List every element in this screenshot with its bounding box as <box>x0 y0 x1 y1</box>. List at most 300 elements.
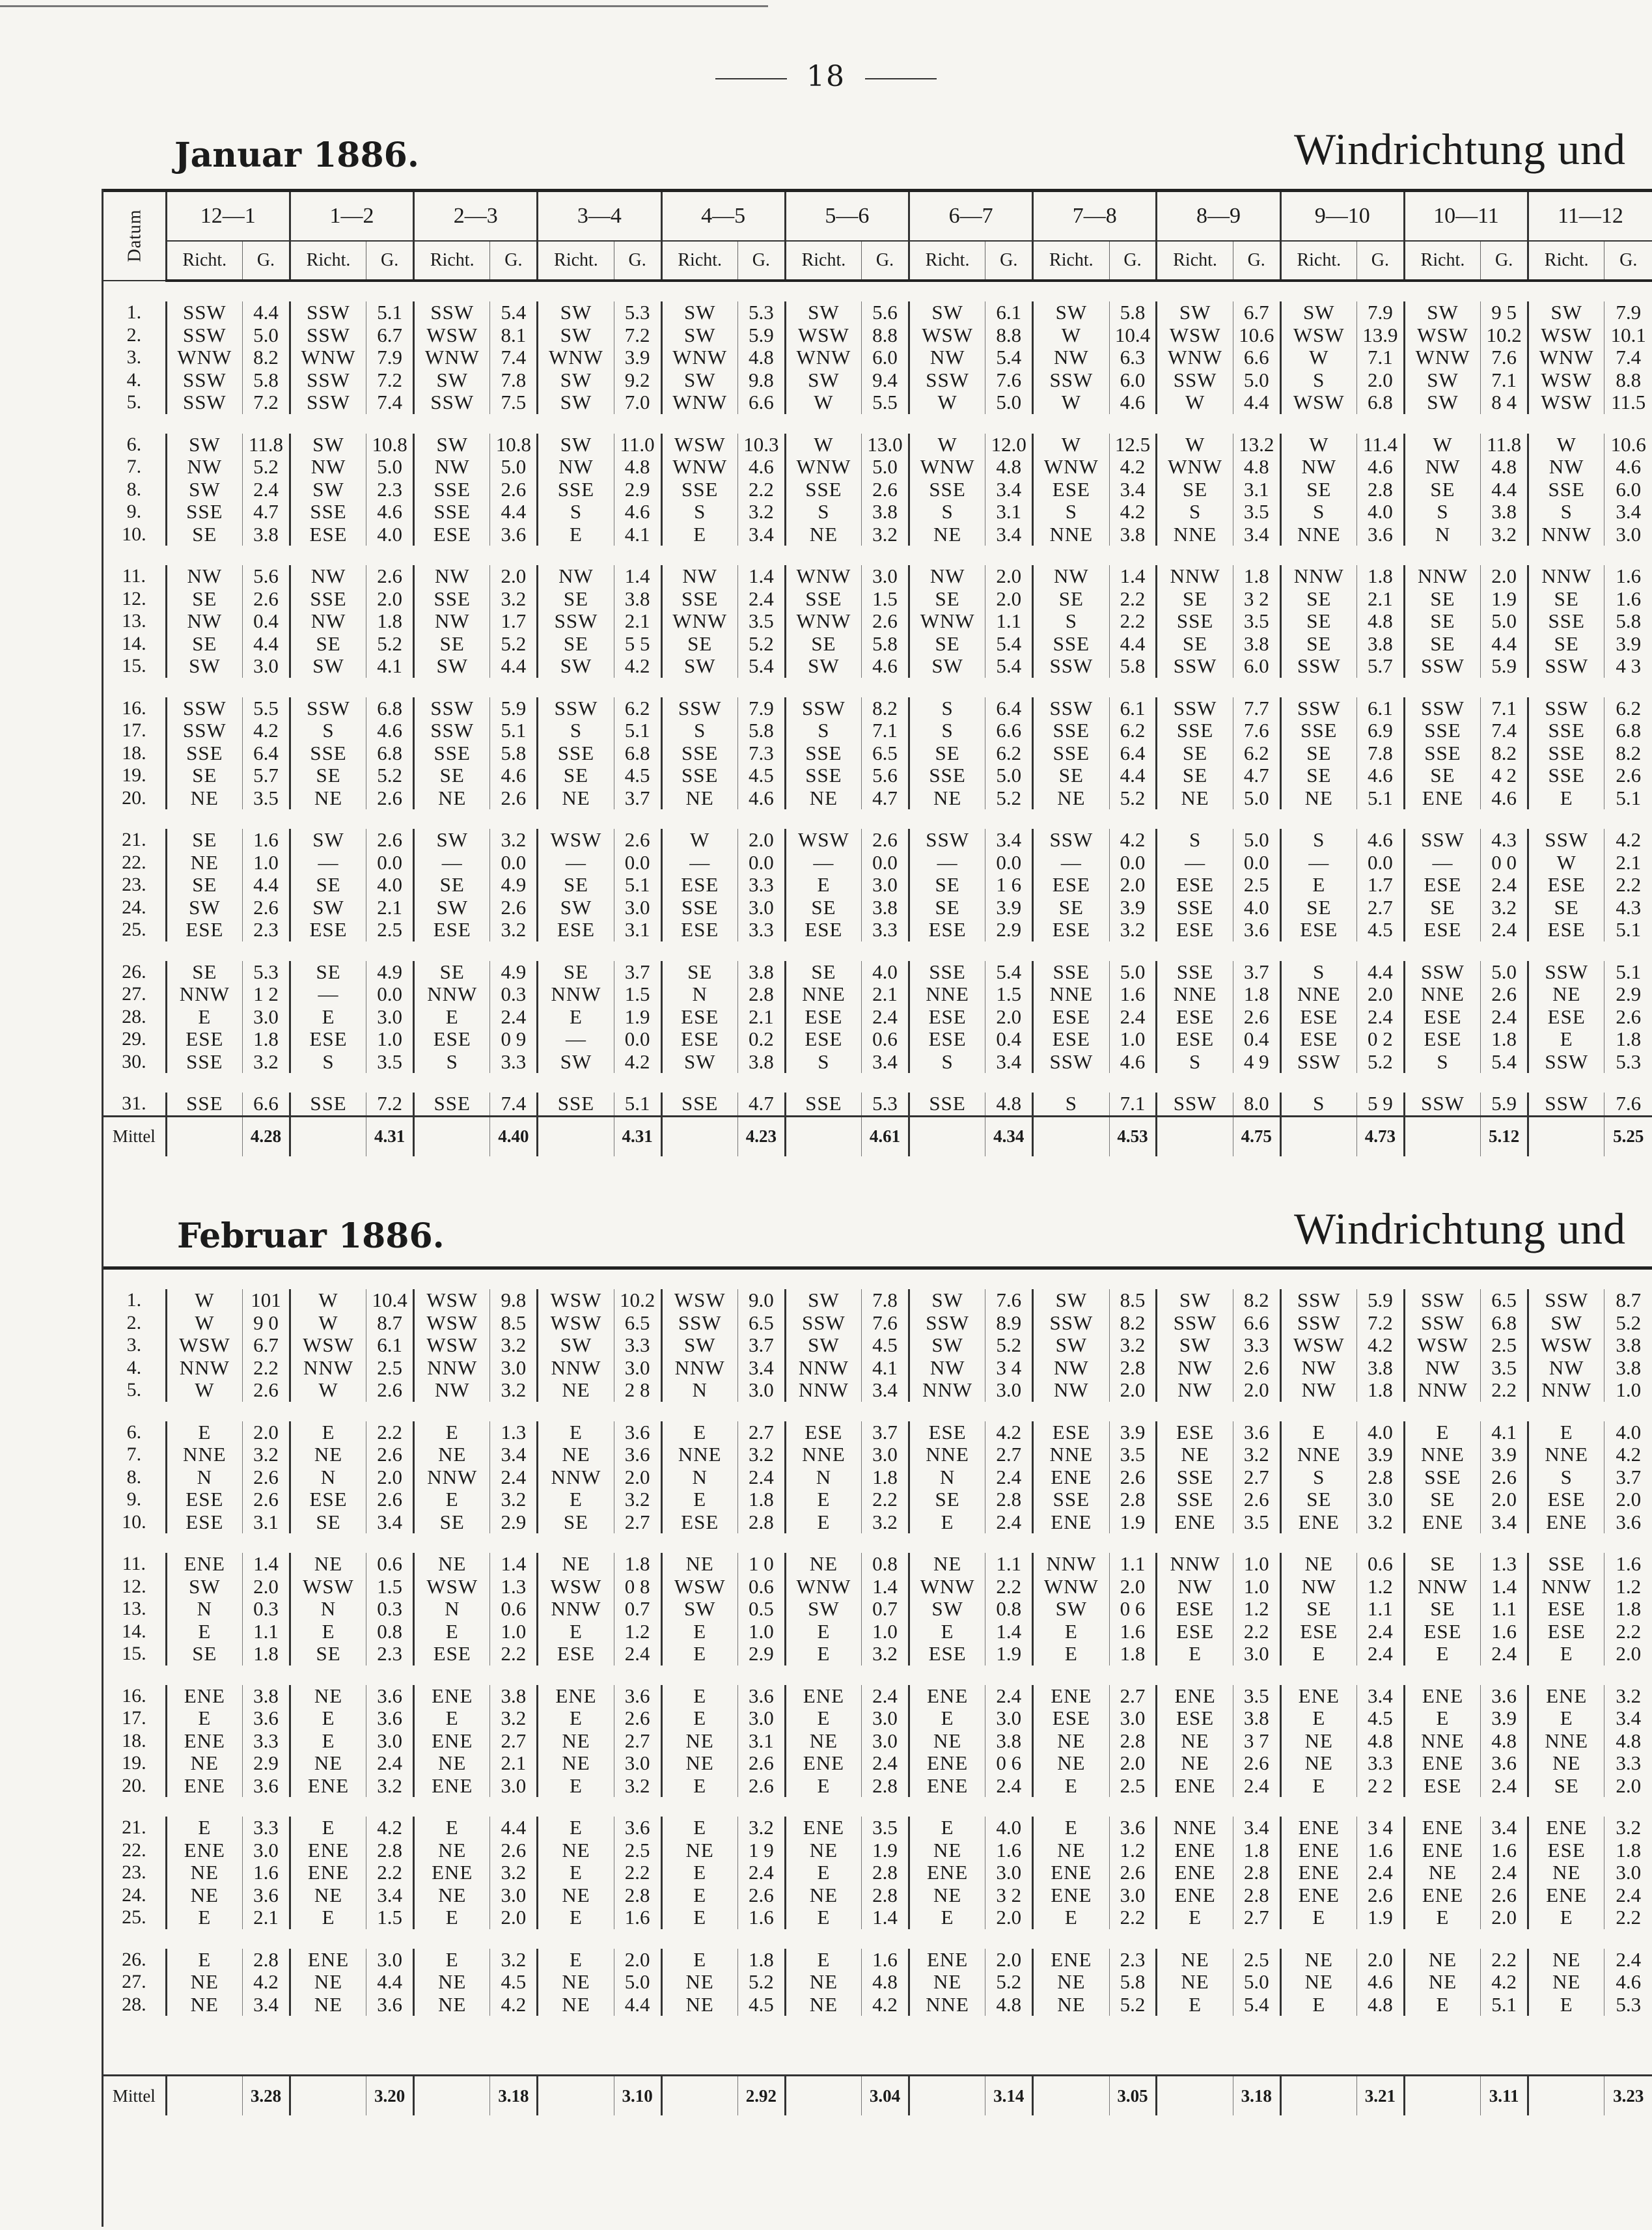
direction-cell: W <box>1033 434 1109 456</box>
february-table-wrapper <box>103 1266 1652 2115</box>
direction-cell: E <box>290 1707 366 1730</box>
direction-cell: NNE <box>1528 1443 1604 1466</box>
speed-cell: 3.4 <box>985 523 1033 546</box>
speed-cell: 8.2 <box>1481 742 1528 765</box>
table-row <box>103 1730 1652 1753</box>
speed-cell: 5.8 <box>862 633 909 656</box>
direction-cell: NNW <box>785 1357 861 1380</box>
speed-cell: 3.5 <box>1233 501 1280 523</box>
speed-cell: 5.1 <box>614 874 661 897</box>
direction-cell: SSE <box>1033 633 1109 656</box>
direction-cell: SSE <box>1404 742 1480 765</box>
speed-cell: 3.0 <box>490 1357 538 1380</box>
speed-cell: 6.0 <box>1604 479 1652 501</box>
table-row <box>103 655 1652 678</box>
table-row <box>103 479 1652 501</box>
direction-cell: SSW <box>1280 1051 1356 1074</box>
direction-cell: ENE <box>1033 1511 1109 1534</box>
speed-cell: 2.6 <box>366 1488 414 1511</box>
direction-cell: N <box>166 1598 242 1621</box>
mittel-value: 5.12 <box>1481 1116 1528 1156</box>
direction-cell: ENE <box>1280 1685 1356 1708</box>
speed-cell: 1.9 <box>1481 588 1528 611</box>
direction-cell: NNE <box>1404 983 1480 1006</box>
speed-cell: 6.9 <box>1356 719 1404 742</box>
speed-cell: 6.0 <box>1109 369 1157 392</box>
speed-cell: 0.3 <box>490 983 538 1006</box>
speed-cell: 2.4 <box>1356 1006 1404 1029</box>
direction-cell: E <box>785 1861 861 1884</box>
direction-cell: SSE <box>166 501 242 523</box>
direction-cell: WSW <box>1528 369 1604 392</box>
speed-cell: 9.2 <box>614 369 661 392</box>
speed-cell: 3.4 <box>1481 1511 1528 1534</box>
direction-cell: E <box>661 1707 737 1730</box>
direction-cell: NW <box>1033 565 1109 588</box>
direction-cell: SE <box>1528 1775 1604 1798</box>
direction-cell: NE <box>785 1839 861 1862</box>
speed-cell: 2.4 <box>1604 1884 1652 1907</box>
direction-cell: E <box>166 1621 242 1643</box>
speed-cell: 3.8 <box>243 1685 290 1708</box>
speed-cell: 3.3 <box>243 1730 290 1753</box>
direction-cell: N <box>166 1466 242 1489</box>
mittel-empty <box>661 1116 737 1156</box>
direction-cell: S <box>1528 501 1604 523</box>
speed-cell: 2.1 <box>737 1006 785 1029</box>
speed-cell: 4.2 <box>614 655 661 678</box>
speed-cell: 6.6 <box>1233 1312 1280 1335</box>
speed-cell: 6.7 <box>366 324 414 347</box>
direction-cell: E <box>909 1511 985 1534</box>
speed-cell: 2.5 <box>1109 1775 1157 1798</box>
mittel-value: 4.31 <box>614 1116 661 1156</box>
mittel-value: 4.34 <box>985 1116 1033 1156</box>
speed-cell: 3.0 <box>614 1357 661 1380</box>
hour-header: 11—12 <box>1528 191 1652 242</box>
day-cell: 5. <box>103 391 166 414</box>
speed-cell: 4.3 <box>1481 829 1528 852</box>
mittel-empty <box>1528 2076 1604 2116</box>
g-header: G. <box>862 241 909 281</box>
direction-cell: SSE <box>290 501 366 523</box>
day-cell: 11. <box>103 1553 166 1576</box>
speed-cell: 1.8 <box>1356 565 1404 588</box>
direction-cell: WNW <box>1033 1576 1109 1598</box>
table-row <box>103 852 1652 874</box>
direction-cell: SSW <box>166 369 242 392</box>
direction-cell: SE <box>414 961 490 984</box>
speed-cell: 0.0 <box>1109 852 1157 874</box>
speed-cell: 4.6 <box>737 787 785 810</box>
speed-cell: 3.2 <box>490 1949 538 1972</box>
direction-cell: NE <box>1280 787 1356 810</box>
direction-cell: W <box>166 1312 242 1335</box>
speed-cell: 4.4 <box>490 1817 538 1839</box>
direction-cell: SW <box>1033 1598 1109 1621</box>
speed-cell: 0.0 <box>366 852 414 874</box>
speed-cell: 1.8 <box>243 1028 290 1051</box>
direction-cell: ESE <box>661 1006 737 1029</box>
speed-cell: 4.0 <box>1356 501 1404 523</box>
mittel-empty <box>1404 1116 1480 1156</box>
direction-cell: E <box>1280 1906 1356 1929</box>
g-header: G. <box>1604 241 1652 281</box>
direction-cell: SE <box>1280 479 1356 501</box>
speed-cell: 3.5 <box>737 610 785 633</box>
direction-cell: NE <box>785 523 861 546</box>
direction-cell: SE <box>1280 610 1356 633</box>
table-row <box>103 610 1652 633</box>
direction-cell: SSW <box>1404 1093 1480 1116</box>
speed-cell: 4.8 <box>1604 1730 1652 1753</box>
direction-cell: SSW <box>909 369 985 392</box>
direction-cell: NW <box>1528 456 1604 479</box>
direction-cell: ENE <box>909 1775 985 1798</box>
direction-cell: E <box>785 874 861 897</box>
speed-cell: 3.2 <box>737 501 785 523</box>
speed-cell: 4.8 <box>1233 456 1280 479</box>
direction-cell: NE <box>414 1884 490 1907</box>
speed-cell: 2 8 <box>614 1379 661 1402</box>
speed-cell: 3.7 <box>614 787 661 810</box>
speed-cell: 3.6 <box>1233 1421 1280 1444</box>
direction-cell: E <box>290 1817 366 1839</box>
table-row <box>103 1466 1652 1489</box>
speed-cell: 2.0 <box>366 1466 414 1489</box>
speed-cell: 2.8 <box>862 1884 909 1907</box>
speed-cell: 3.2 <box>490 588 538 611</box>
spacer <box>103 1929 1652 1949</box>
speed-cell: 5.4 <box>985 346 1033 369</box>
direction-cell: NNE <box>1033 983 1109 1006</box>
direction-cell: S <box>785 1051 861 1074</box>
table-row <box>103 1949 1652 1972</box>
direction-cell: SSW <box>785 1312 861 1335</box>
speed-cell: 2.7 <box>1233 1906 1280 1929</box>
direction-cell: E <box>1280 1994 1356 2016</box>
richt-header: Richt. <box>785 241 861 281</box>
direction-cell: WSW <box>538 1289 614 1312</box>
mittel-value: 4.23 <box>737 1116 785 1156</box>
direction-cell: — <box>538 1028 614 1051</box>
spacer <box>103 1073 1652 1093</box>
speed-cell: 5.6 <box>243 565 290 588</box>
speed-cell: 2.6 <box>1109 1861 1157 1884</box>
direction-cell: E <box>1280 874 1356 897</box>
direction-cell: SSE <box>1157 897 1233 919</box>
speed-cell: 2.0 <box>1233 1379 1280 1402</box>
speed-cell: 5.4 <box>985 961 1033 984</box>
mittel-value: 3.21 <box>1356 2076 1404 2116</box>
direction-cell: SSE <box>414 501 490 523</box>
table-left-edge <box>102 189 103 2227</box>
direction-cell: NE <box>1404 1861 1480 1884</box>
spacer <box>103 809 1652 829</box>
speed-cell: 10.6 <box>1233 324 1280 347</box>
speed-cell: 2.0 <box>1481 1906 1528 1929</box>
speed-cell: 2.1 <box>1356 588 1404 611</box>
direction-cell: NE <box>1157 787 1233 810</box>
speed-cell: 2.9 <box>490 1511 538 1534</box>
speed-cell: 8.1 <box>490 324 538 347</box>
direction-cell: E <box>661 523 737 546</box>
direction-cell: ENE <box>1033 1884 1109 1907</box>
speed-cell: 5.2 <box>1356 1051 1404 1074</box>
direction-cell: E <box>909 1817 985 1839</box>
direction-cell: NE <box>414 787 490 810</box>
direction-cell: S <box>1280 829 1356 852</box>
direction-cell: SSW <box>1404 829 1480 852</box>
direction-cell: S <box>290 1051 366 1074</box>
table-row <box>103 1817 1652 1839</box>
direction-cell: — <box>290 852 366 874</box>
direction-cell: NNW <box>1528 1379 1604 1402</box>
table-row <box>103 1006 1652 1029</box>
page-number <box>0 60 1652 93</box>
speed-cell: 1.0 <box>1233 1553 1280 1576</box>
direction-cell: ESE <box>909 1006 985 1029</box>
table-row <box>103 1576 1652 1598</box>
direction-cell: SSW <box>1157 369 1233 392</box>
speed-cell: 9.0 <box>737 1289 785 1312</box>
direction-cell: SW <box>1157 1289 1233 1312</box>
day-cell: 23. <box>103 874 166 897</box>
g-header: G. <box>243 241 290 281</box>
speed-cell: 7.2 <box>614 324 661 347</box>
speed-cell: 1.0 <box>737 1621 785 1643</box>
speed-cell: 2.6 <box>737 1884 785 1907</box>
direction-cell: ENE <box>1528 1884 1604 1907</box>
g-header: G. <box>366 241 414 281</box>
speed-cell: 3.2 <box>614 1775 661 1798</box>
day-cell: 5. <box>103 1379 166 1402</box>
speed-cell: 3.0 <box>243 655 290 678</box>
day-cell: 31. <box>103 1093 166 1116</box>
day-cell: 15. <box>103 655 166 678</box>
direction-cell: SW <box>661 1051 737 1074</box>
direction-cell: WSW <box>1157 324 1233 347</box>
speed-cell: 2.0 <box>1356 983 1404 1006</box>
direction-cell: ESE <box>1157 1421 1233 1444</box>
speed-cell: 2.6 <box>243 1466 290 1489</box>
direction-cell: E <box>538 1775 614 1798</box>
day-cell: 8. <box>103 479 166 501</box>
direction-cell: N <box>290 1466 366 1489</box>
speed-cell: 2.8 <box>243 1949 290 1972</box>
speed-cell: 2.6 <box>862 829 909 852</box>
speed-cell: 5.0 <box>1233 787 1280 810</box>
speed-cell: 3.6 <box>1233 919 1280 941</box>
speed-cell: 2.4 <box>737 1466 785 1489</box>
direction-cell: S <box>1280 501 1356 523</box>
speed-cell: 2.6 <box>243 897 290 919</box>
speed-cell: 3.9 <box>1109 897 1157 919</box>
speed-cell: 3.4 <box>1604 501 1652 523</box>
direction-cell: N <box>661 1379 737 1402</box>
direction-cell: W <box>1157 391 1233 414</box>
speed-cell: 9.8 <box>490 1289 538 1312</box>
direction-cell: E <box>785 1511 861 1534</box>
speed-cell: 3.4 <box>737 523 785 546</box>
speed-cell: 10.2 <box>614 1289 661 1312</box>
speed-cell: 4.4 <box>1109 764 1157 787</box>
speed-cell: 12.0 <box>985 434 1033 456</box>
direction-cell: — <box>1404 852 1480 874</box>
speed-cell: 4.7 <box>862 787 909 810</box>
direction-cell: SSW <box>538 610 614 633</box>
speed-cell: 2.2 <box>737 479 785 501</box>
direction-cell: SW <box>538 324 614 347</box>
speed-cell: 4.2 <box>985 1421 1033 1444</box>
direction-cell: ESE <box>166 1511 242 1534</box>
speed-cell: 4.1 <box>366 655 414 678</box>
speed-cell: 2.1 <box>243 1906 290 1929</box>
richt-header: Richt. <box>1280 241 1356 281</box>
speed-cell: 2.0 <box>985 565 1033 588</box>
direction-cell: NW <box>1280 1379 1356 1402</box>
speed-cell: 2.0 <box>243 1576 290 1598</box>
table-row <box>103 369 1652 392</box>
speed-cell: 1.8 <box>737 1488 785 1511</box>
direction-cell: SSW <box>538 697 614 720</box>
day-cell: 10. <box>103 1511 166 1534</box>
speed-cell: 10.1 <box>1604 324 1652 347</box>
speed-cell: 1.8 <box>1604 1598 1652 1621</box>
speed-cell: 6.8 <box>1481 1312 1528 1335</box>
direction-cell: ESE <box>538 919 614 941</box>
speed-cell: 1.0 <box>366 1028 414 1051</box>
direction-cell: SE <box>166 633 242 656</box>
speed-cell: 1.6 <box>1109 1621 1157 1643</box>
speed-cell: 0 9 <box>490 1028 538 1051</box>
richt-header: Richt. <box>1157 241 1233 281</box>
direction-cell: SW <box>1528 301 1604 324</box>
speed-cell: 3.4 <box>862 1051 909 1074</box>
speed-cell: 5.7 <box>1356 655 1404 678</box>
direction-cell: ESE <box>785 1421 861 1444</box>
speed-cell: 4.6 <box>614 501 661 523</box>
speed-cell: 3.2 <box>490 1707 538 1730</box>
direction-cell: ESE <box>538 1643 614 1666</box>
speed-cell: 2.4 <box>1481 919 1528 941</box>
richt-header: Richt. <box>290 241 366 281</box>
speed-cell: 2.4 <box>1233 1775 1280 1798</box>
direction-cell: SSW <box>1033 655 1109 678</box>
hour-header: 8—9 <box>1157 191 1280 242</box>
table-row <box>103 1861 1652 1884</box>
speed-cell: 1.8 <box>1233 565 1280 588</box>
direction-cell: WNW <box>661 391 737 414</box>
speed-cell: 5.3 <box>1604 1051 1652 1074</box>
direction-cell: E <box>414 1906 490 1929</box>
g-header: G. <box>737 241 785 281</box>
richt-header: Richt. <box>538 241 614 281</box>
direction-cell: WSW <box>290 1334 366 1357</box>
direction-cell: NE <box>414 1553 490 1576</box>
speed-cell: 1.4 <box>862 1576 909 1598</box>
speed-cell: 2.5 <box>614 1839 661 1862</box>
speed-cell: 4.2 <box>614 1051 661 1074</box>
richt-header: Richt. <box>166 241 242 281</box>
direction-cell: ESE <box>1033 874 1109 897</box>
day-cell: 4. <box>103 1357 166 1380</box>
speed-cell: 2.6 <box>614 829 661 852</box>
speed-cell: 2.6 <box>366 1379 414 1402</box>
hour-header: 2—3 <box>414 191 538 242</box>
direction-cell: SSE <box>1404 719 1480 742</box>
speed-cell: 4.4 <box>1233 391 1280 414</box>
speed-cell: 2.6 <box>1481 1884 1528 1907</box>
speed-cell: 6.2 <box>985 742 1033 765</box>
direction-cell: WSW <box>1280 391 1356 414</box>
g-header: G. <box>1233 241 1280 281</box>
direction-cell: E <box>1033 1906 1109 1929</box>
table-row <box>103 1093 1652 1116</box>
speed-cell: 3.8 <box>1109 523 1157 546</box>
mittel-empty <box>785 2076 861 2116</box>
speed-cell: 3.2 <box>490 1334 538 1357</box>
speed-cell: 7.6 <box>1604 1093 1652 1116</box>
direction-cell: E <box>414 1421 490 1444</box>
direction-cell: NE <box>1280 1971 1356 1994</box>
direction-cell: SSE <box>1528 764 1604 787</box>
direction-cell: SSE <box>1528 1553 1604 1576</box>
mittel-value: 4.53 <box>1109 1116 1157 1156</box>
speed-cell: 4.6 <box>1109 391 1157 414</box>
spacer <box>103 2055 1652 2076</box>
spacer <box>103 1797 1652 1817</box>
direction-cell: E <box>1404 1643 1480 1666</box>
direction-cell: NNW <box>1404 1379 1480 1402</box>
direction-cell: SE <box>1157 479 1233 501</box>
speed-cell: 4.2 <box>243 719 290 742</box>
speed-cell: 1.4 <box>862 1906 909 1929</box>
direction-cell: SSW <box>1404 655 1480 678</box>
direction-cell: SW <box>785 1289 861 1312</box>
direction-cell: SSE <box>1157 961 1233 984</box>
speed-cell: 5.2 <box>366 764 414 787</box>
speed-cell: 10.2 <box>1481 324 1528 347</box>
direction-cell: NW <box>1157 1576 1233 1598</box>
speed-cell: 2.6 <box>1233 1357 1280 1380</box>
direction-cell: NW <box>166 456 242 479</box>
direction-cell: NE <box>785 1994 861 2016</box>
speed-cell: 5.1 <box>1604 961 1652 984</box>
direction-cell: WNW <box>661 610 737 633</box>
speed-cell: 2.7 <box>1233 1466 1280 1489</box>
direction-cell: NW <box>909 346 985 369</box>
speed-cell: 2.7 <box>737 1421 785 1444</box>
speed-cell: 5.1 <box>1356 787 1404 810</box>
speed-cell: 7.5 <box>490 391 538 414</box>
speed-cell: 7.7 <box>1233 697 1280 720</box>
speed-cell: 1.9 <box>1109 1511 1157 1534</box>
direction-cell: ENE <box>166 1775 242 1798</box>
speed-cell: 11.8 <box>243 434 290 456</box>
speed-cell: 8.7 <box>366 1312 414 1335</box>
speed-cell: 7.6 <box>985 369 1033 392</box>
mittel-empty <box>1157 1116 1233 1156</box>
direction-cell: SE <box>1528 897 1604 919</box>
table-row <box>103 1488 1652 1511</box>
mittel-label: Mittel <box>103 2076 166 2116</box>
speed-cell: 3.5 <box>1233 1685 1280 1708</box>
speed-cell: 6.6 <box>737 391 785 414</box>
mittel-empty <box>166 2076 242 2116</box>
direction-cell: E <box>414 1621 490 1643</box>
speed-cell: 3.0 <box>1356 1488 1404 1511</box>
